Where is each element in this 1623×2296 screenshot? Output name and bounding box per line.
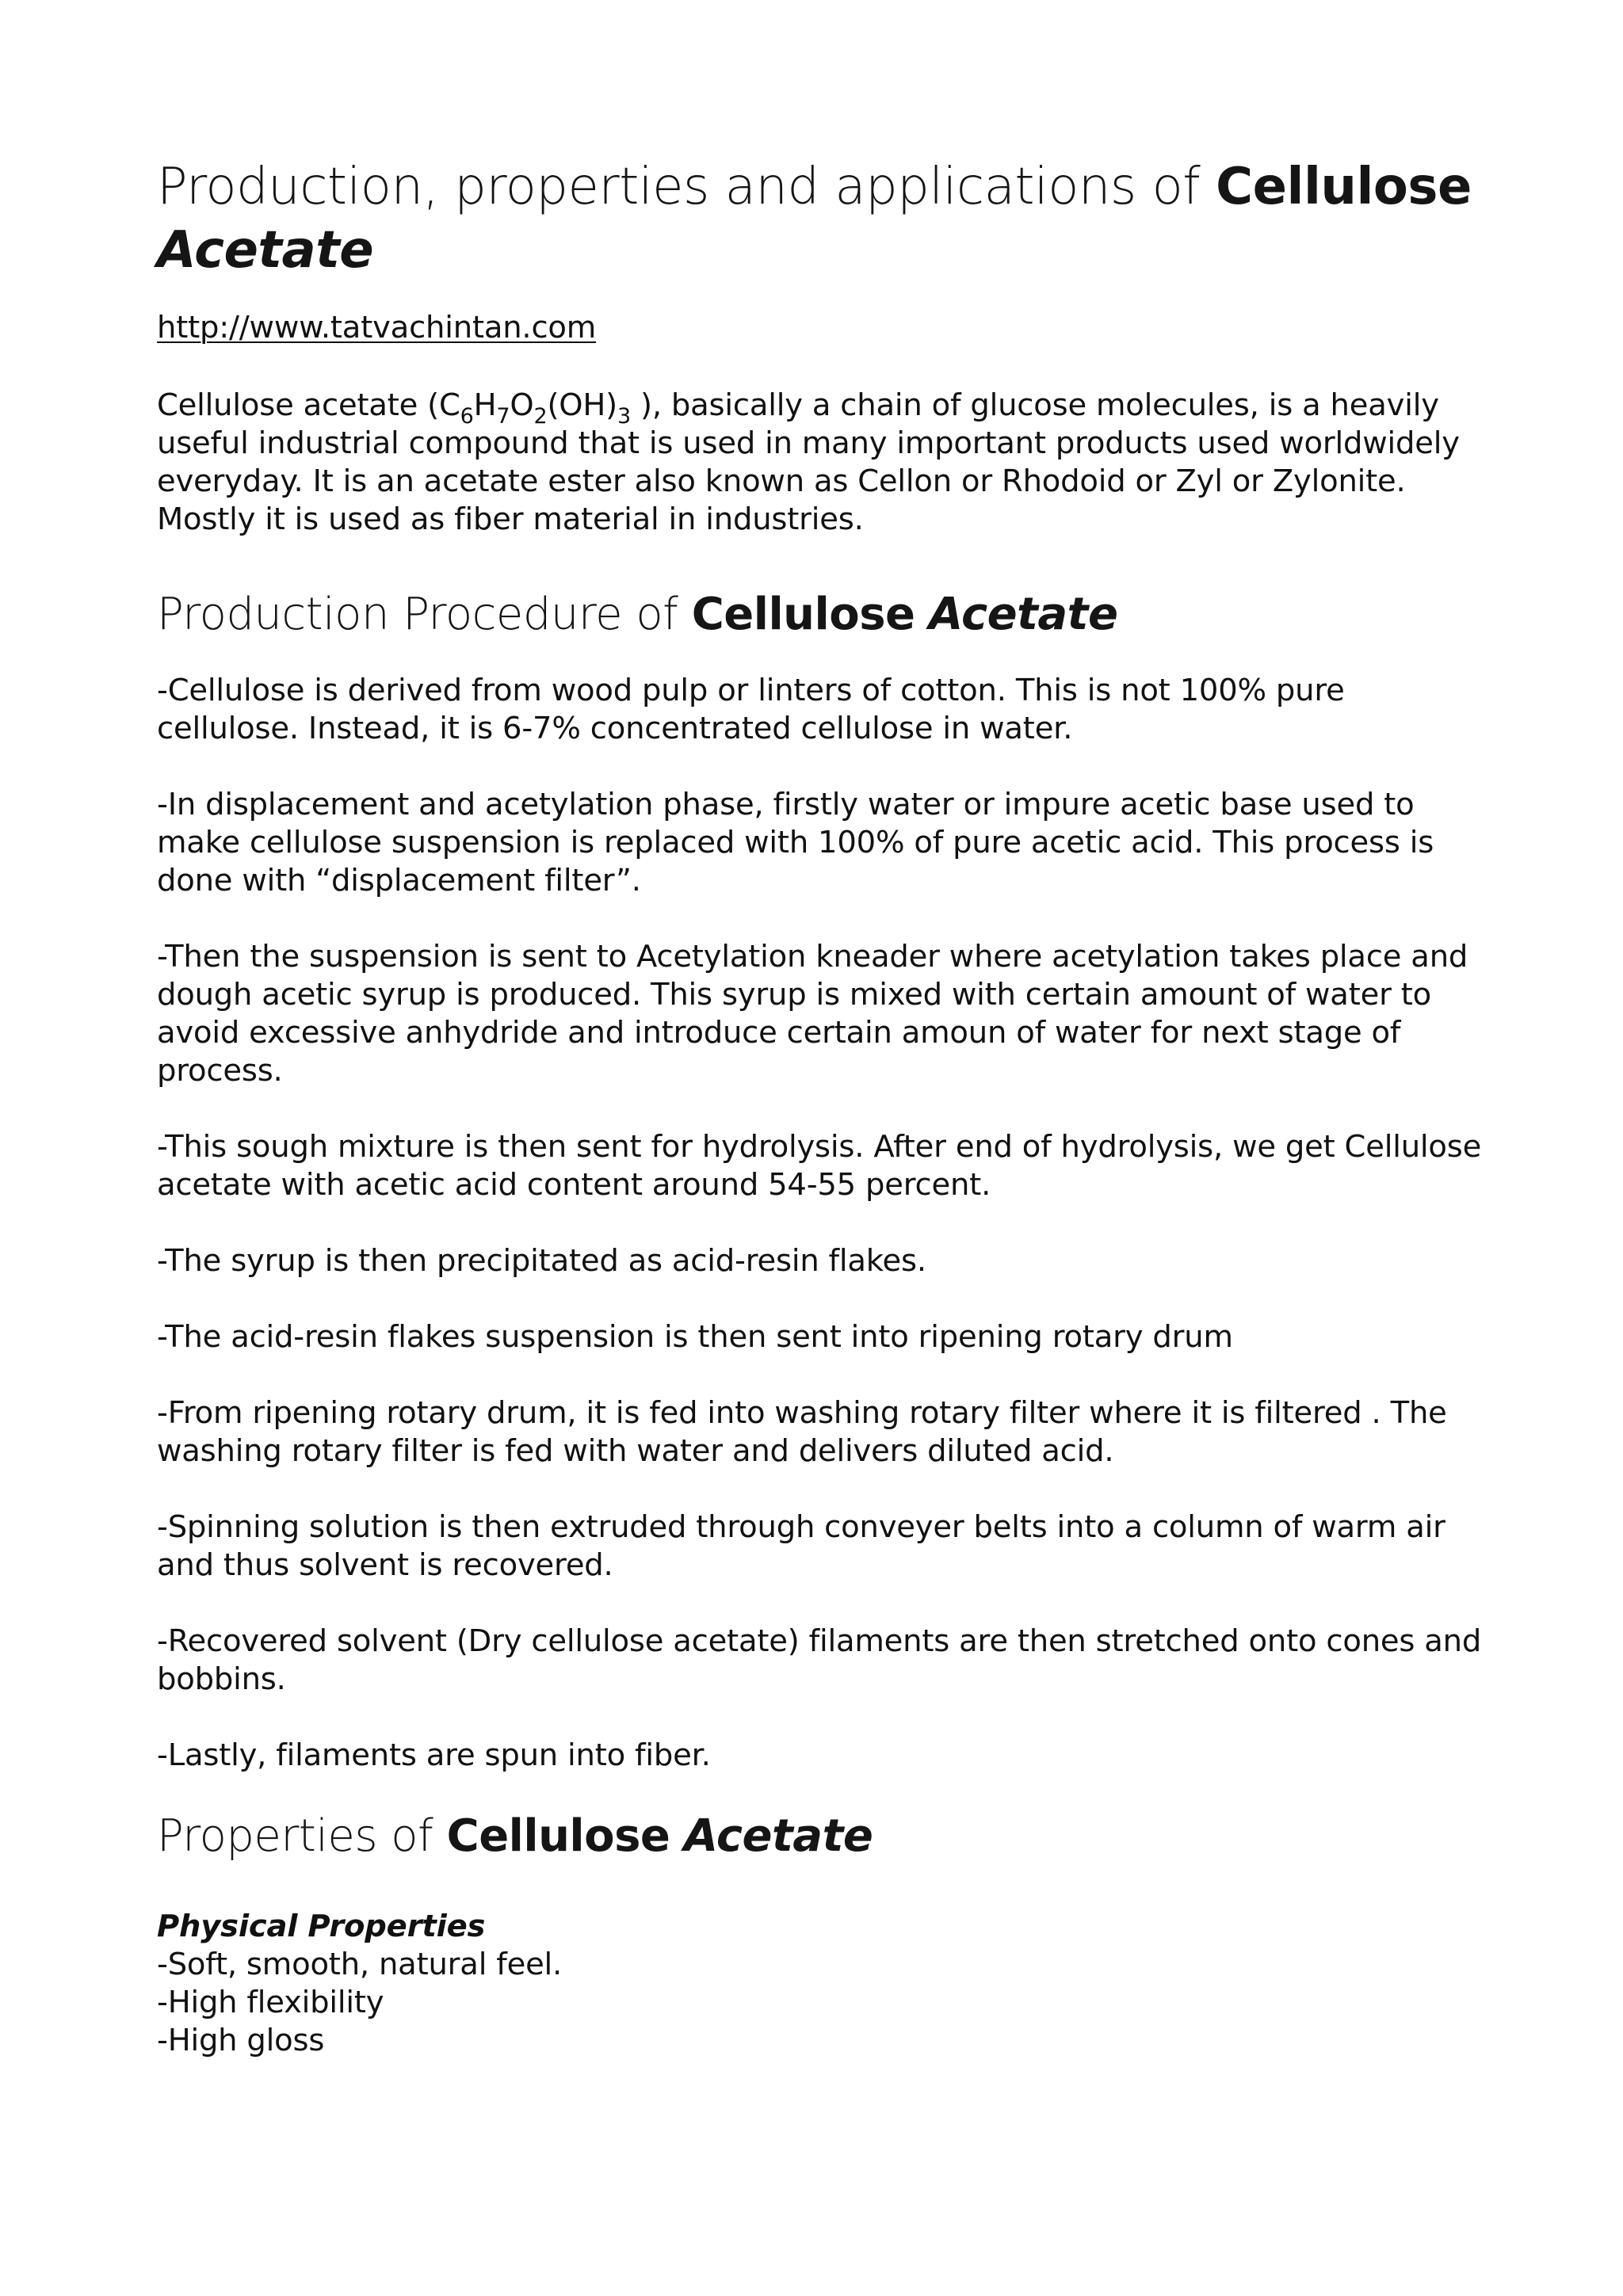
formula-o: O [510, 387, 534, 423]
properties-heading-text: Properties of [157, 1810, 447, 1862]
source-link-line [157, 309, 1488, 347]
production-step: -Lastly, filaments are spun into fiber. [157, 1737, 711, 1773]
intro-paragraph [157, 387, 1488, 539]
production-step: -The acid-resin flakes suspension is then sent into ripening rotary drum [157, 1319, 1233, 1355]
physical-property-item: -Soft, smooth, natural feel. [157, 1947, 563, 1982]
formula-sub-6: 6 [460, 404, 474, 429]
production-heading [157, 586, 1488, 643]
production-heading-bold: Cellulose [691, 589, 915, 640]
formula-sub-3: 3 [617, 404, 631, 429]
formula-sub-2: 2 [533, 404, 548, 429]
source-link[interactable]: http://www.tatvachintan.com [157, 310, 597, 345]
production-step: -Spinning solution is then extruded through conveyer belts into a column of warm air and thus solvent is recovered. [157, 1509, 1445, 1583]
physical-property-item: -High gloss [157, 2023, 325, 2058]
formula-c: Cellulose acetate (C [157, 387, 460, 423]
production-step: -Then the suspension is sent to Acetylation kneader where acetylation takes place and dough acetic syrup is produced. This syrup is mixed with certain amount of water to avoid excessive anhydride and introduce certain amoun of water for next stage of process. [157, 939, 1468, 1089]
intro-text: ), basically a chain of glucose molecules, is a heavily useful industrial compound that is used in many important products used worldwidely everyday. It is an acetate ester also known as Cellon or Rhodoid or Zyl or Zylonite. Mostly it is used as fiber material in industries. [157, 387, 1460, 537]
formula-sub-7: 7 [496, 404, 510, 429]
production-step: -From ripening rotary drum, it is fed into washing rotary filter where it is filtered . The washing rotary filter is fed with water and delivers diluted acid. [157, 1395, 1447, 1469]
formula-h: H [473, 387, 497, 423]
title-bold-italic: Acetate [157, 221, 374, 280]
physical-property-item: -High flexibility [157, 1985, 384, 2020]
properties-heading-bold: Cellulose [446, 1810, 670, 1862]
production-step: -This sough mixture is then sent for hydrolysis. After end of hydrolysis, we get Cellulose acetate with acetic acid content around 54-55 percent. [157, 1129, 1482, 1203]
formula-oh: (OH) [547, 387, 617, 423]
document-title [157, 155, 1488, 282]
production-step: -Cellulose is derived from wood pulp or linters of cotton. This is not 100% pure cellulose. Instead, it is 6-7% concentrated cellulose in water. [157, 673, 1345, 746]
production-steps [157, 672, 1488, 1775]
title-text: Production, properties and applications of [157, 158, 1216, 216]
production-heading-bold-italic: Acetate [928, 589, 1118, 640]
document-page [157, 155, 1488, 2060]
physical-properties [157, 1908, 1488, 2060]
properties-heading [157, 1808, 1488, 1865]
physical-properties-title: Physical Properties [157, 1909, 486, 1944]
properties-heading-bold-italic: Acetate [683, 1810, 873, 1862]
production-heading-text: Production Procedure of [157, 589, 692, 640]
production-step: -In displacement and acetylation phase, firstly water or impure acetic base used to make cellulose suspension is replaced with 100% of pure acetic acid. This process is done with “displacement filter”. [157, 787, 1434, 898]
title-bold: Cellulose [1216, 158, 1472, 216]
production-step: -The syrup is then precipitated as acid-resin flakes. [157, 1243, 926, 1279]
production-step: -Recovered solvent (Dry cellulose acetate) filaments are then stretched onto cones and bobbins. [157, 1623, 1482, 1697]
